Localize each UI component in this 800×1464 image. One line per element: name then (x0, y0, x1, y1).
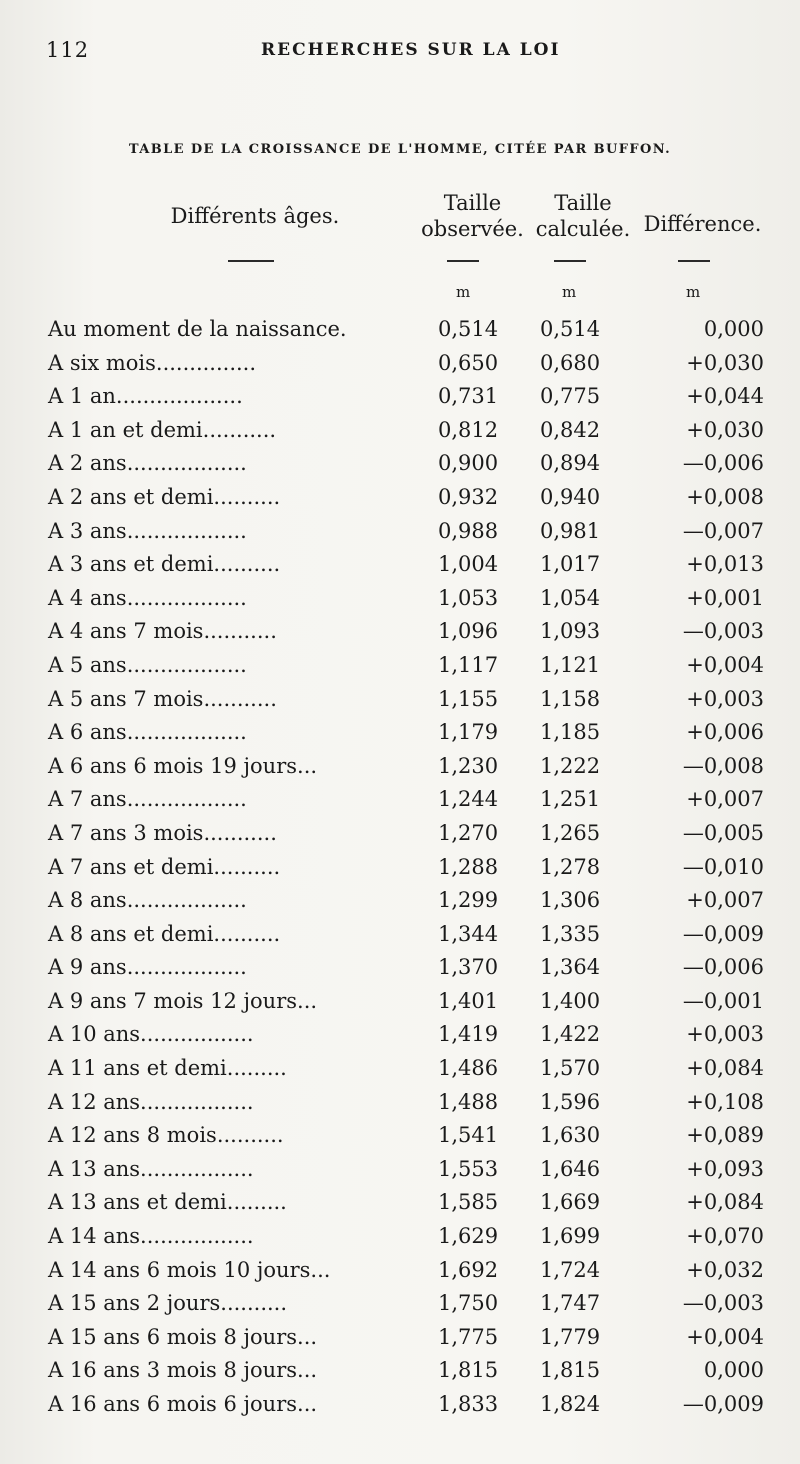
column-header-observed (410, 190, 535, 242)
age-cell: A 7 ans et demi.......... (48, 854, 281, 879)
age-cell: A 2 ans et demi.......... (48, 484, 281, 509)
table-row (0, 582, 800, 616)
difference-cell: —0,006 (682, 451, 764, 476)
calculated-cell: 0,514 (540, 317, 601, 341)
observed-cell: 1,750 (438, 1291, 499, 1316)
observed-cell: 1,419 (438, 1022, 499, 1047)
difference-cell: +0,003 (686, 686, 764, 711)
difference-cell: +0,084 (686, 1190, 764, 1215)
table-row (0, 1186, 800, 1220)
age-cell: A 3 ans et demi.......... (48, 552, 281, 577)
age-cell: A six mois............... (48, 350, 257, 375)
table-row (0, 783, 800, 817)
difference-cell: +0,006 (686, 720, 764, 745)
age-cell: A 14 ans................. (48, 1224, 254, 1249)
unit-difference: m (686, 283, 701, 301)
table-row (0, 1220, 800, 1254)
table-row (0, 615, 800, 649)
header-rule-observed (447, 260, 479, 262)
calculated-cell: 0,775 (540, 384, 601, 409)
difference-cell: +0,070 (686, 1224, 764, 1249)
column-header-difference (640, 211, 765, 237)
column-header-calculated-line2: calculée. (535, 217, 631, 241)
difference-cell: —0,010 (682, 854, 764, 879)
calculated-cell: 1,815 (540, 1358, 601, 1383)
difference-cell: —0,001 (682, 988, 764, 1013)
calculated-cell: 1,335 (540, 921, 601, 946)
age-cell: A 12 ans 8 mois.......... (48, 1123, 284, 1148)
age-cell: A 12 ans................. (48, 1089, 254, 1114)
observed-cell: 1,833 (438, 1392, 499, 1416)
difference-cell: +0,003 (686, 1022, 764, 1047)
table-row (0, 1287, 800, 1321)
calculated-cell: 0,981 (540, 518, 601, 543)
difference-cell: +0,013 (686, 552, 764, 577)
table-header (0, 185, 800, 305)
unit-observed: m (456, 283, 471, 301)
age-cell: A 3 ans.................. (48, 518, 247, 543)
table-row (0, 414, 800, 448)
unit-calculated: m (562, 283, 577, 301)
table-row (0, 313, 800, 347)
calculated-cell: 1,278 (540, 854, 601, 879)
column-header-ages-label: Différents âges. (170, 204, 340, 228)
difference-cell: +0,007 (686, 888, 764, 913)
table-row (0, 985, 800, 1019)
running-head (46, 38, 776, 72)
header-rule-ages (228, 260, 274, 262)
age-cell: A 6 ans.................. (48, 720, 247, 745)
observed-cell: 1,344 (438, 921, 499, 946)
difference-cell: +0,030 (686, 350, 764, 375)
calculated-cell: 1,185 (540, 720, 601, 745)
observed-cell: 1,096 (438, 619, 499, 644)
difference-cell: +0,084 (686, 1056, 764, 1081)
observed-cell: 1,486 (438, 1056, 499, 1081)
difference-cell: —0,009 (682, 921, 764, 946)
table-row (0, 548, 800, 582)
difference-cell: +0,008 (686, 484, 764, 509)
age-cell: A 5 ans 7 mois........... (48, 686, 277, 711)
age-cell: A 8 ans.................. (48, 888, 247, 913)
table-row (0, 380, 800, 414)
observed-cell: 1,370 (438, 955, 499, 980)
calculated-cell: 1,054 (540, 585, 601, 610)
age-cell: A 2 ans.................. (48, 451, 247, 476)
observed-cell: 1,179 (438, 720, 499, 745)
header-rule-calculated (554, 260, 586, 262)
table-row (0, 951, 800, 985)
calculated-cell: 0,940 (540, 484, 601, 509)
difference-cell: +0,007 (686, 787, 764, 812)
table-row (0, 1052, 800, 1086)
table-row (0, 1321, 800, 1355)
difference-cell: +0,004 (686, 652, 764, 677)
difference-cell: +0,004 (686, 1324, 764, 1349)
observed-cell: 1,585 (438, 1190, 499, 1215)
observed-cell: 1,815 (438, 1358, 499, 1383)
age-cell: Au moment de la naissance. (48, 317, 347, 341)
table-row (0, 1018, 800, 1052)
observed-cell: 0,932 (438, 484, 499, 509)
observed-cell: 0,514 (438, 317, 499, 341)
calculated-cell: 1,093 (540, 619, 601, 644)
table-caption: TABLE DE LA CROISSANCE DE L'HOMME, CITÉE PAR BUFFON. (128, 142, 672, 157)
difference-cell: —0,005 (682, 820, 764, 845)
calculated-cell: 1,724 (540, 1257, 601, 1282)
calculated-cell: 1,669 (540, 1190, 601, 1215)
table-row (0, 1254, 800, 1288)
calculated-cell: 1,570 (540, 1056, 601, 1081)
calculated-cell: 0,842 (540, 417, 601, 442)
observed-cell: 0,731 (438, 384, 499, 409)
column-header-observed-line2: observée. (421, 217, 524, 241)
observed-cell: 1,053 (438, 585, 499, 610)
age-cell: A 10 ans................. (48, 1022, 254, 1047)
observed-cell: 1,401 (438, 988, 499, 1013)
age-cell: A 4 ans 7 mois........... (48, 619, 277, 644)
age-cell: A 14 ans 6 mois 10 jours... (48, 1257, 331, 1282)
table-body (0, 313, 800, 1422)
observed-cell: 0,900 (438, 451, 499, 476)
difference-cell: 0,000 (703, 317, 764, 341)
calculated-cell: 1,400 (540, 988, 601, 1013)
difference-cell: —0,003 (682, 619, 764, 644)
table-row (0, 683, 800, 717)
observed-cell: 0,650 (438, 350, 499, 375)
difference-cell: +0,108 (686, 1089, 764, 1114)
observed-cell: 1,299 (438, 888, 499, 913)
calculated-cell: 1,017 (540, 552, 601, 577)
age-cell: A 16 ans 3 mois 8 jours... (48, 1358, 318, 1383)
calculated-cell: 1,646 (540, 1156, 601, 1181)
table-row (0, 750, 800, 784)
table-row (0, 481, 800, 515)
observed-cell: 1,244 (438, 787, 499, 812)
observed-cell: 1,004 (438, 552, 499, 577)
column-header-ages (130, 203, 380, 229)
age-cell: A 15 ans 6 mois 8 jours... (48, 1324, 318, 1349)
difference-cell: +0,044 (686, 384, 764, 409)
table-row (0, 515, 800, 549)
age-cell: A 7 ans.................. (48, 787, 247, 812)
table-row (0, 1388, 800, 1422)
table-row (0, 1119, 800, 1153)
calculated-cell: 1,747 (540, 1291, 601, 1316)
table-row (0, 447, 800, 481)
difference-cell: +0,032 (686, 1257, 764, 1282)
difference-cell: +0,093 (686, 1156, 764, 1181)
header-rule-difference (678, 260, 710, 262)
table-row (0, 716, 800, 750)
observed-cell: 1,629 (438, 1224, 499, 1249)
table-row (0, 649, 800, 683)
difference-cell: +0,030 (686, 417, 764, 442)
age-cell: A 16 ans 6 mois 6 jours... (48, 1392, 318, 1416)
observed-cell: 0,812 (438, 417, 499, 442)
calculated-cell: 1,596 (540, 1089, 601, 1114)
age-cell: A 5 ans.................. (48, 652, 247, 677)
calculated-cell: 1,222 (540, 753, 601, 778)
difference-cell: —0,006 (682, 955, 764, 980)
table-row (0, 1153, 800, 1187)
calculated-cell: 0,894 (540, 451, 601, 476)
column-header-difference-label: Différence. (643, 212, 762, 236)
age-cell: A 1 an et demi........... (48, 417, 277, 442)
difference-cell: —0,009 (682, 1392, 764, 1416)
calculated-cell: 1,630 (540, 1123, 601, 1148)
difference-cell: 0,000 (703, 1358, 764, 1383)
table-row (0, 918, 800, 952)
observed-cell: 1,288 (438, 854, 499, 879)
age-cell: A 11 ans et demi......... (48, 1056, 287, 1081)
calculated-cell: 1,121 (540, 652, 601, 677)
observed-cell: 1,553 (438, 1156, 499, 1181)
column-header-calculated (528, 190, 638, 242)
age-cell: A 6 ans 6 mois 19 jours... (48, 753, 318, 778)
calculated-cell: 1,364 (540, 955, 601, 980)
calculated-cell: 1,265 (540, 820, 601, 845)
observed-cell: 1,488 (438, 1089, 499, 1114)
column-header-calculated-line1: Taille (554, 191, 612, 215)
table-row (0, 1354, 800, 1388)
table-row (0, 851, 800, 885)
age-cell: A 4 ans.................. (48, 585, 247, 610)
column-header-observed-line1: Taille (443, 191, 502, 215)
observed-cell: 1,155 (438, 686, 499, 711)
page-number: 112 (46, 38, 90, 62)
running-title: RECHERCHES SUR LA LOI (261, 40, 561, 60)
calculated-cell: 1,779 (540, 1324, 601, 1349)
difference-cell: —0,007 (682, 518, 764, 543)
calculated-cell: 1,251 (540, 787, 601, 812)
table-row (0, 884, 800, 918)
observed-cell: 1,775 (438, 1324, 499, 1349)
age-cell: A 9 ans.................. (48, 955, 247, 980)
calculated-cell: 1,306 (540, 888, 601, 913)
observed-cell: 0,988 (438, 518, 499, 543)
age-cell: A 1 an................... (48, 384, 243, 409)
calculated-cell: 1,824 (540, 1392, 601, 1416)
age-cell: A 9 ans 7 mois 12 jours... (48, 988, 318, 1013)
observed-cell: 1,692 (438, 1257, 499, 1282)
age-cell: A 15 ans 2 jours.......... (48, 1291, 288, 1316)
observed-cell: 1,541 (438, 1123, 499, 1148)
table-row (0, 1086, 800, 1120)
table-row (0, 347, 800, 381)
calculated-cell: 0,680 (540, 350, 601, 375)
age-cell: A 13 ans et demi......... (48, 1190, 287, 1215)
calculated-cell: 1,158 (540, 686, 601, 711)
observed-cell: 1,117 (438, 652, 499, 677)
calculated-cell: 1,699 (540, 1224, 601, 1249)
difference-cell: +0,089 (686, 1123, 764, 1148)
age-cell: A 8 ans et demi.......... (48, 921, 281, 946)
difference-cell: +0,001 (686, 585, 764, 610)
difference-cell: —0,003 (682, 1291, 764, 1316)
table-row (0, 817, 800, 851)
age-cell: A 7 ans 3 mois........... (48, 820, 277, 845)
calculated-cell: 1,422 (540, 1022, 601, 1047)
observed-cell: 1,230 (438, 753, 499, 778)
observed-cell: 1,270 (438, 820, 499, 845)
difference-cell: —0,008 (682, 753, 764, 778)
age-cell: A 13 ans................. (48, 1156, 254, 1181)
